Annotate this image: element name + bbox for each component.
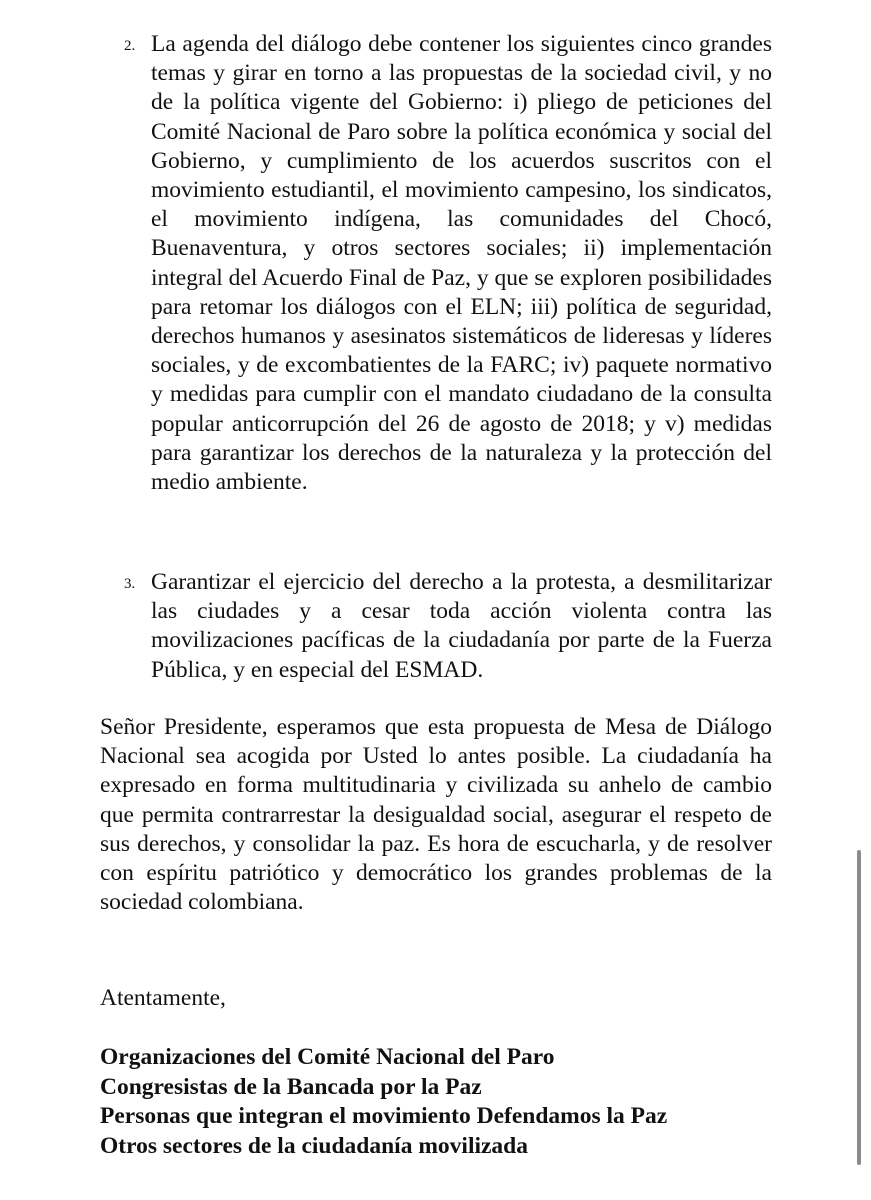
- list-text-3: Garantizar el ejercicio del derecho a la protesta, a desmilitarizar las ciudades y a cesar toda acción violenta contra las movilizaciones pacíficas de la ciudadanía por parte de la Fuerza Pública, y en especial del ESMAD.: [151, 569, 772, 683]
- list-number-2: 2.: [124, 38, 136, 54]
- list-number-3: 3.: [124, 576, 136, 592]
- vertical-scrollbar[interactable]: [857, 850, 861, 1165]
- list-item-3: [124, 568, 772, 685]
- signatory-line: Personas que integran el movimiento Defendamos la Paz: [100, 1103, 668, 1129]
- closing-salutation: Atentamente,: [100, 985, 226, 1011]
- signatory-line: Congresistas de la Bancada por la Paz: [100, 1073, 482, 1100]
- signatory-line: Otros sectores de la ciudadanía movilizada: [100, 1132, 529, 1159]
- signatory-line: Organizaciones del Comité Nacional del Paro: [100, 1044, 555, 1070]
- list-item-2: [124, 30, 772, 497]
- body-paragraph: Señor Presidente, esperamos que esta propuesta de Mesa de Diálogo Nacional sea acogida por Usted lo antes posible. La ciudadanía ha expresado en forma multitudinaria y civilizada su anhelo de cambio que permita contrarrestar la desigualdad social, asegurar el respeto de sus derechos, y consolidar la paz. Es hora de escucharla, y de resolver con espíritu patriótico y democrático los grandes problemas de la sociedad colombiana.: [100, 714, 772, 916]
- list-text-2: La agenda del diálogo debe contener los siguientes cinco grandes temas y girar en torno a las propuestas de la sociedad civil, y no de la política vigente del Gobierno: i) pliego de peticiones del Comité Nacional de Paro sobre la política económica y social del Gobierno, y cumplimiento de los acuerdos suscritos con el movimiento estudiantil, el movimiento campesino, los sindicatos, el movimiento indígena, las comunidades del Chocó, Buenaventura, y otros sectores sociales; ii) implementación integral del Acuerdo Final de Paz, y que se exploren posibilidades para retomar los diálogos con el ELN; iii) política de seguridad, derechos humanos y asesinatos sistemáticos de lideresas y líderes sociales, y de excombatientes de la FARC; iv) paquete normativo y medidas para cumplir con el mandato ciudadano de la consulta popular anticorrupción del 26 de agosto de 2018; y v) medidas para garantizar los derechos de la naturaleza y la protección del medio ambiente.: [151, 31, 772, 496]
- signatories-block: [100, 1043, 667, 1161]
